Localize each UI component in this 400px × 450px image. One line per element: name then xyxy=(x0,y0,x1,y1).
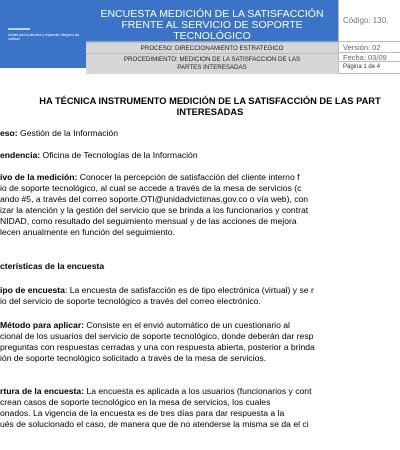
proceso-value: Gestión de la Información xyxy=(17,128,118,138)
objetivo-text: NIDAD, como resultado del seguimiento mensual y de las acciones de mejora xyxy=(0,216,297,226)
header-fecha: Fecha: 03/09 xyxy=(338,53,400,62)
tipo-text: : La encuesta de satisfacción es de tipo electrónica (virtual) y se r xyxy=(64,285,314,295)
header-title-line: FRENTE AL SERVICIO DE SOPORTE xyxy=(121,19,303,31)
header-pagina: Página 1 de 4 xyxy=(338,62,400,74)
metodo-text: ión de soporte tecnológico solicitado a través de la mesa de servicios. xyxy=(0,353,267,363)
objetivo-text: izar la atención y la gestión del servicio que se brinda a los funcionarios y contrat xyxy=(0,205,309,215)
procedimiento-line: PARTES INTERESADAS xyxy=(177,64,247,71)
dependencia-line xyxy=(0,150,198,160)
caracteristicas-heading: cterísticas de la encuesta xyxy=(0,261,105,271)
document-header xyxy=(0,0,400,88)
objetivo-text: lecen anualmente en función del seguimiento. xyxy=(0,227,175,237)
unidad-victimas-logo xyxy=(0,0,87,68)
header-version: Versión: 02 xyxy=(338,42,400,53)
logo-mark xyxy=(8,28,30,30)
cobertura-label: rtura de la encuesta: xyxy=(0,386,85,396)
document-title-line: HA TÉCNICA INSTRUMENTO MEDICIÓN DE LA SATISFACCIÓN DE LAS PART xyxy=(39,96,381,106)
header-codigo: Código: 130, xyxy=(338,0,400,42)
dependencia-value: Oficina de Tecnologías de la Información xyxy=(40,150,198,160)
header-title xyxy=(86,0,338,42)
proceso-line xyxy=(0,128,118,138)
tipo-text: io del servicio de soporte tecnológico a través del correo electrónico. xyxy=(0,296,261,306)
header-title-line: TECNOLÓGICO xyxy=(173,30,251,42)
header-procedimiento xyxy=(86,53,338,74)
header-title-line: ENCUESTA MEDICIÓN DE LA SATISFACCIÓN xyxy=(100,8,324,20)
logo-text: Unidad para la atención y reparación integral a las víctimas xyxy=(8,33,80,41)
objetivo-text: Conocer la percepción de satisfacción del cliente interno f xyxy=(77,172,300,182)
header-proceso: PROCESO: DIRECCIONAMIENTO ESTRATEGICO xyxy=(86,42,338,53)
document-title xyxy=(0,96,400,117)
cobertura-text: La encuesta es aplicada a los usuarios (funcionarios y cont xyxy=(84,386,312,396)
objetivo-label: ivo de la medición: xyxy=(0,172,78,182)
document-title-line: INTERESADAS xyxy=(176,106,244,117)
procedimiento-line: PROCEDIMIENTO: MEDICION DE LA SATISFACCION DE LAS xyxy=(123,56,301,63)
metodo-text: Consiste en el envió automático de un cuestionario al xyxy=(84,320,290,330)
cobertura-text: crean casos de soporte tecnológico en la mesa de servicios, los cuales xyxy=(0,397,271,407)
metodo-label: Método para aplicar: xyxy=(0,320,85,330)
cobertura-text: ués de solucionado el caso, de manera que de no atenderse la misma se da el ci xyxy=(0,419,309,429)
tipo-label: ipo de encuesta xyxy=(0,285,65,295)
objetivo-text: ando #5, a través del correo soporte.OTI@unidadvictimas.gov.co o vía web), con xyxy=(0,194,309,204)
cobertura-text: onados. La vigencia de la encuesta es de tres días para dar respuesta a la xyxy=(0,408,285,418)
metodo-text: cional de los usuarios del servicio de soporte tecnológico, donde deberán dar resp xyxy=(0,331,314,341)
metodo-text: preguntas con respuestas cerradas y una con respuesta abierta, posterior a brinda xyxy=(0,342,315,352)
objetivo-text: io de soporte tecnológico, al cual se accede a través de la mesa de servicios (c xyxy=(0,183,302,193)
dependencia-label: endencia: xyxy=(0,150,41,160)
proceso-label: eso: xyxy=(0,128,18,138)
